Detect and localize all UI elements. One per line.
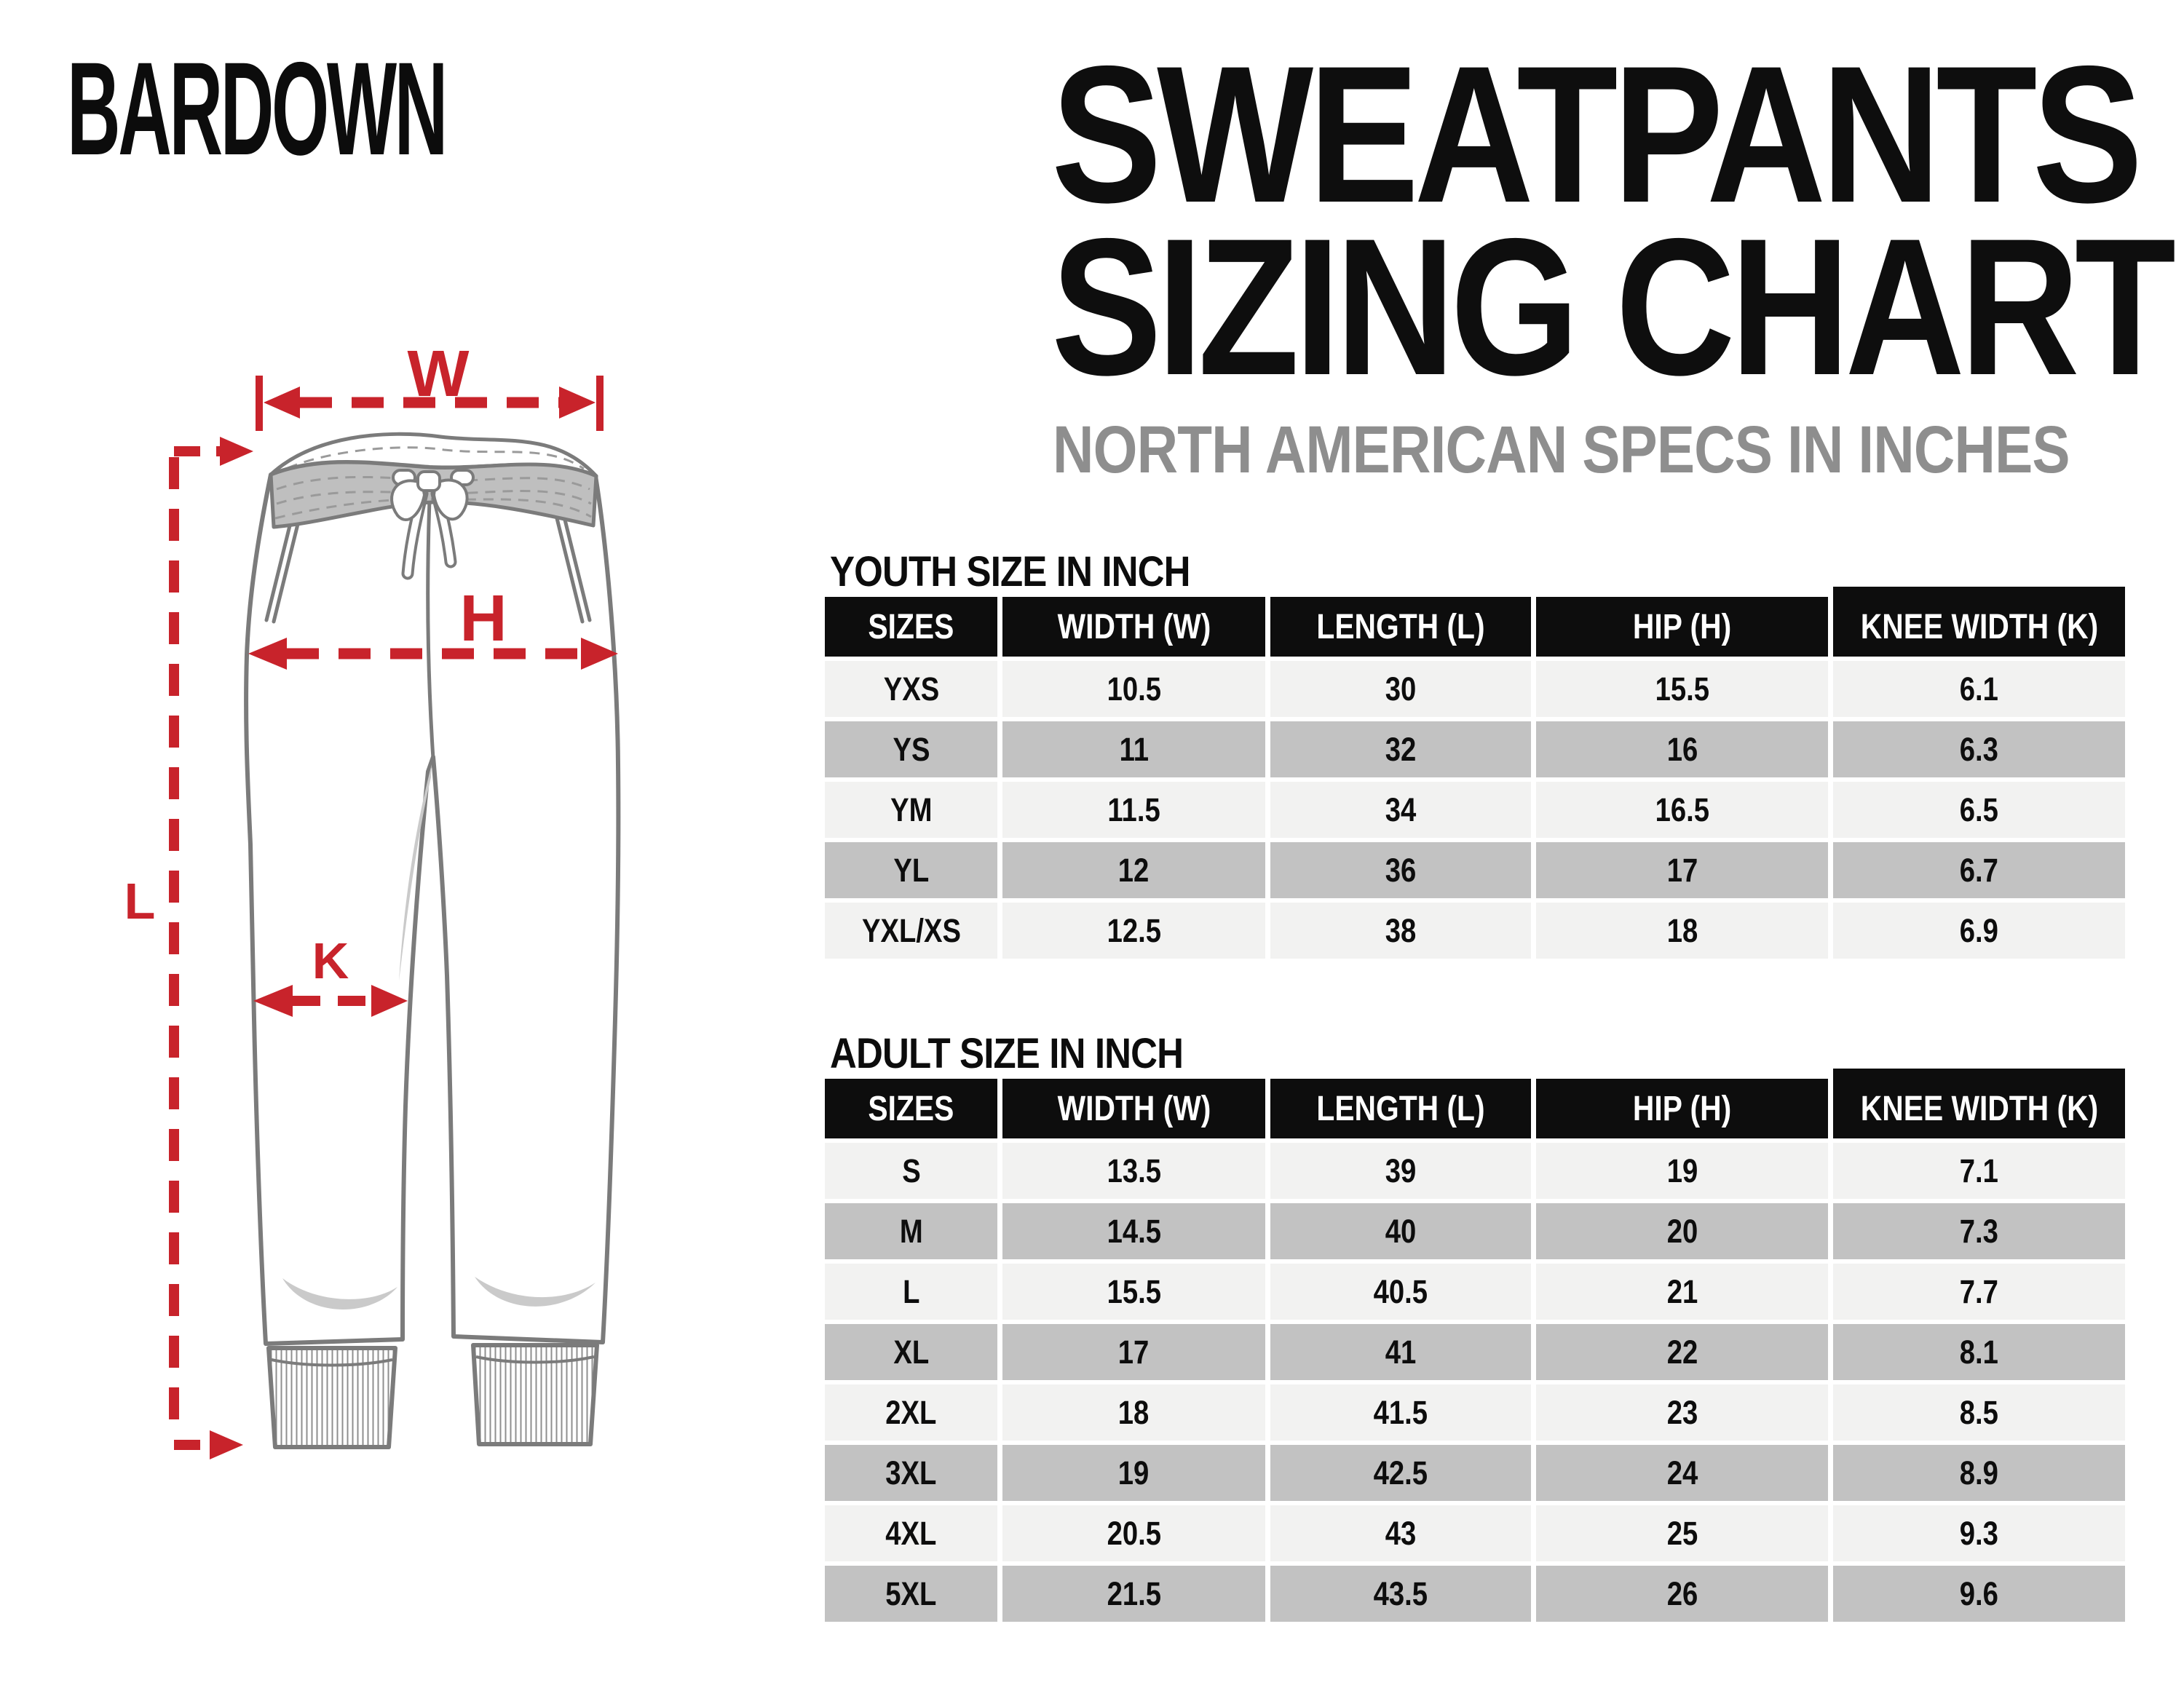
value-cell: 40.5 bbox=[1270, 1264, 1532, 1320]
value-cell: 32 bbox=[1270, 721, 1532, 777]
value-cell: 21 bbox=[1536, 1264, 1828, 1320]
header-row bbox=[825, 597, 2125, 657]
table-row bbox=[825, 1203, 2125, 1259]
title-line-2: SIZING CHART bbox=[1051, 197, 2172, 416]
header-cell: WIDTH (W) bbox=[1002, 1079, 1265, 1138]
value-cell: 17 bbox=[1536, 842, 1828, 898]
adult-section-heading: ADULT SIZE IN INCH bbox=[830, 1030, 1184, 1077]
size-cell: YXS bbox=[825, 661, 997, 717]
header-cell: HIP (H) bbox=[1536, 1079, 1828, 1138]
value-cell: 13.5 bbox=[1002, 1143, 1265, 1199]
value-cell: 36 bbox=[1270, 842, 1532, 898]
value-cell: 12 bbox=[1002, 842, 1265, 898]
header-cell: HIP (H) bbox=[1536, 597, 1828, 657]
value-cell: 41.5 bbox=[1270, 1384, 1532, 1441]
size-cell: YXL/XS bbox=[825, 903, 997, 959]
value-cell: 6.9 bbox=[1833, 903, 2125, 959]
page-subtitle: NORTH AMERICAN SPECS IN INCHES bbox=[1053, 413, 2070, 487]
value-cell: 12.5 bbox=[1002, 903, 1265, 959]
table-row bbox=[825, 903, 2125, 959]
value-cell: 16 bbox=[1536, 721, 1828, 777]
value-cell: 11.5 bbox=[1002, 782, 1265, 838]
table-row bbox=[825, 1264, 2125, 1320]
header-cell: SIZES bbox=[825, 1079, 997, 1138]
value-cell: 20.5 bbox=[1002, 1505, 1265, 1561]
table-row bbox=[825, 1143, 2125, 1199]
table-row bbox=[825, 1324, 2125, 1380]
knee-label: K bbox=[312, 932, 349, 989]
measure-length-arrow bbox=[124, 437, 253, 1459]
value-cell: 15.5 bbox=[1002, 1264, 1265, 1320]
value-cell: 43 bbox=[1270, 1505, 1532, 1561]
value-cell: 6.5 bbox=[1833, 782, 2125, 838]
youth-section-heading: YOUTH SIZE IN INCH bbox=[830, 548, 1190, 595]
length-label: L bbox=[124, 873, 156, 930]
value-cell: 17 bbox=[1002, 1324, 1265, 1380]
value-cell: 10.5 bbox=[1002, 661, 1265, 717]
table-row bbox=[825, 1384, 2125, 1441]
value-cell: 30 bbox=[1270, 661, 1532, 717]
pants-body bbox=[246, 462, 618, 1344]
value-cell: 34 bbox=[1270, 782, 1532, 838]
header-row bbox=[825, 1079, 2125, 1138]
cuffs bbox=[269, 1345, 597, 1447]
youth-size-table bbox=[820, 593, 2130, 963]
table-row bbox=[825, 661, 2125, 717]
value-cell: 18 bbox=[1002, 1384, 1265, 1441]
table-row bbox=[825, 782, 2125, 838]
measure-width-arrow bbox=[259, 338, 600, 431]
size-cell: YL bbox=[825, 842, 997, 898]
table-row bbox=[825, 1566, 2125, 1622]
value-cell: 43.5 bbox=[1270, 1566, 1532, 1622]
value-cell: 15.5 bbox=[1536, 661, 1828, 717]
value-cell: 7.1 bbox=[1833, 1143, 2125, 1199]
table-row bbox=[825, 1445, 2125, 1501]
width-label: W bbox=[407, 338, 470, 411]
size-cell: S bbox=[825, 1143, 997, 1199]
value-cell: 14.5 bbox=[1002, 1203, 1265, 1259]
page-title bbox=[1051, 25, 2184, 416]
size-cell: YS bbox=[825, 721, 997, 777]
header-cell: LENGTH (L) bbox=[1270, 1079, 1532, 1138]
value-cell: 19 bbox=[1536, 1143, 1828, 1199]
value-cell: 9.3 bbox=[1833, 1505, 2125, 1561]
value-cell: 11 bbox=[1002, 721, 1265, 777]
table-row bbox=[825, 842, 2125, 898]
value-cell: 6.3 bbox=[1833, 721, 2125, 777]
value-cell: 39 bbox=[1270, 1143, 1532, 1199]
value-cell: 16.5 bbox=[1536, 782, 1828, 838]
value-cell: 8.9 bbox=[1833, 1445, 2125, 1501]
value-cell: 20 bbox=[1536, 1203, 1828, 1259]
value-cell: 21.5 bbox=[1002, 1566, 1265, 1622]
size-cell: 5XL bbox=[825, 1566, 997, 1622]
size-cell: XL bbox=[825, 1324, 997, 1380]
value-cell: 9.6 bbox=[1833, 1566, 2125, 1622]
value-cell: 25 bbox=[1536, 1505, 1828, 1561]
value-cell: 6.1 bbox=[1833, 661, 2125, 717]
size-cell: M bbox=[825, 1203, 997, 1259]
value-cell: 22 bbox=[1536, 1324, 1828, 1380]
table-row bbox=[825, 1505, 2125, 1561]
header-cell: WIDTH (W) bbox=[1002, 597, 1265, 657]
value-cell: 41 bbox=[1270, 1324, 1532, 1380]
value-cell: 40 bbox=[1270, 1203, 1532, 1259]
value-cell: 6.7 bbox=[1833, 842, 2125, 898]
value-cell: 23 bbox=[1536, 1384, 1828, 1441]
title-line-1: SWEATPANTS bbox=[1051, 25, 2138, 243]
size-cell: 2XL bbox=[825, 1384, 997, 1441]
value-cell: 18 bbox=[1536, 903, 1828, 959]
size-cell: L bbox=[825, 1264, 997, 1320]
bardown-logo: BARDOWN bbox=[67, 34, 446, 183]
value-cell: 7.3 bbox=[1833, 1203, 2125, 1259]
value-cell: 8.1 bbox=[1833, 1324, 2125, 1380]
value-cell: 24 bbox=[1536, 1445, 1828, 1501]
header-cell: KNEE WIDTH (K) bbox=[1833, 597, 2125, 657]
value-cell: 38 bbox=[1270, 903, 1532, 959]
size-cell: 3XL bbox=[825, 1445, 997, 1501]
value-cell: 26 bbox=[1536, 1566, 1828, 1622]
table-row bbox=[825, 721, 2125, 777]
header-cell: KNEE WIDTH (K) bbox=[1833, 1079, 2125, 1138]
value-cell: 7.7 bbox=[1833, 1264, 2125, 1320]
adult-size-table bbox=[820, 1074, 2130, 1626]
size-cell: YM bbox=[825, 782, 997, 838]
pants-measurement-diagram bbox=[80, 320, 794, 1558]
value-cell: 42.5 bbox=[1270, 1445, 1532, 1501]
value-cell: 8.5 bbox=[1833, 1384, 2125, 1441]
header-cell: SIZES bbox=[825, 597, 997, 657]
header-cell: LENGTH (L) bbox=[1270, 597, 1532, 657]
hip-label: H bbox=[459, 582, 507, 655]
size-cell: 4XL bbox=[825, 1505, 997, 1561]
value-cell: 19 bbox=[1002, 1445, 1265, 1501]
